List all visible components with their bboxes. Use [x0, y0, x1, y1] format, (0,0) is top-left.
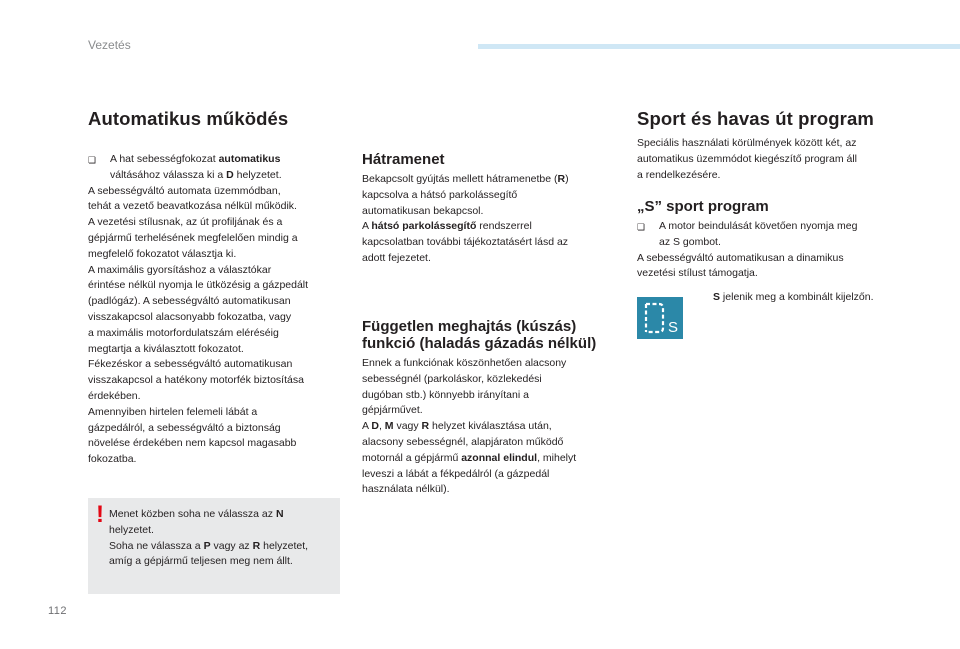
text-line: Bekapcsolt gyújtás mellett hátramenetbe (R)	[362, 173, 569, 185]
creep-title	[362, 318, 596, 352]
text-line: érintése nélkül nyomja le ütközésig a gázpedált	[88, 279, 309, 292]
sport-snow-intro	[637, 136, 907, 183]
text-line: (padlógáz). A sebességváltó automatikusan	[88, 295, 291, 308]
text-line: A sebességváltó automata üzemmódban,	[88, 184, 281, 197]
page-number: 112	[48, 605, 68, 617]
text-line: automatikusan bekapcsol.	[362, 204, 484, 217]
section-header: Vezetés	[88, 38, 131, 52]
sport-program-body	[637, 219, 907, 282]
creep-title-line-2: funkció (haladás gázadás nélkül)	[362, 335, 597, 352]
text-line: gépjármű terhelésének megfelelően mindig a	[88, 231, 298, 244]
creep-title-line-1: Független meghajtás (kúszás)	[362, 318, 577, 335]
text-line: Ennek a funkciónak köszönhetően alacsony	[362, 357, 567, 369]
text-line: sebességnél (parkoláskor, közlekedési	[362, 372, 542, 385]
text-line: kapcsolatban további tájékoztatásért lásd az	[362, 236, 569, 249]
text-line: A hátsó parkolássegítő rendszerrel	[362, 220, 532, 233]
text-line: a rendelkezésére.	[637, 168, 721, 181]
text-line: A vezetési stílusnak, az út profiljának és a	[88, 216, 283, 229]
text-line: tehát a vezető beavatkozása nélkül működik.	[88, 200, 297, 213]
automatic-mode-title: Automatikus működés	[88, 108, 289, 129]
text-line: használata nélkül).	[362, 483, 450, 496]
creep-body	[362, 356, 624, 498]
reverse-title: Hátramenet	[362, 151, 445, 168]
bullet-item	[88, 152, 350, 184]
warning-line-1: Menet közben soha ne válassza az N	[109, 508, 284, 520]
text-line: a maximális motorfordulatszám eléréséig	[88, 326, 279, 339]
text-line: A maximális gyorsításhoz a választókar	[88, 263, 272, 276]
text-line: fokozatba.	[88, 453, 137, 466]
text-line: motornál a gépjármű azonnal elindul, mihelyt	[362, 451, 577, 464]
ds-display-icon	[637, 297, 683, 339]
warning-line-2: helyzetet.	[109, 523, 154, 536]
bullet-line-2: váltásához válassza ki a D helyzetet.	[110, 168, 282, 181]
text-line: gázpedálról, a sebességváltó a biztonság	[88, 421, 281, 434]
sport-program-title: „S” sport program	[637, 198, 769, 215]
checkbox-bullet-icon: ❏	[637, 222, 646, 232]
text-line: visszakapcsol a hatékony motorfék biztosítása	[88, 374, 304, 387]
text-line: adott fejezetet.	[362, 251, 431, 264]
text-line: érdekében.	[88, 389, 141, 402]
text-line: kapcsolva a hátsó parkolássegítő	[362, 188, 518, 201]
bullet-line-1: A hat sebességfokozat automatikus	[110, 153, 281, 165]
text-line: A sebességváltó automatikusan a dinamikus	[637, 251, 844, 264]
text-line: A D, M vagy R helyzet kiválasztása után,	[362, 420, 552, 433]
text-line: automatikus üzemmódot kiegészítő program áll	[637, 152, 858, 165]
text-line: Amennyiben hirtelen felemeli lábát a	[88, 405, 258, 418]
checkbox-bullet-icon: ❏	[88, 155, 97, 165]
svg-text:S: S	[668, 319, 679, 336]
text-line: megfelelő fokozatot választja ki.	[88, 247, 237, 260]
reverse-body	[362, 172, 624, 267]
bullet-item	[637, 219, 907, 251]
exclamation-icon: !	[96, 501, 104, 528]
warning-line-4: amíg a gépjármű teljesen meg nem állt.	[109, 555, 293, 568]
sport-snow-title: Sport és havas út program	[637, 108, 874, 129]
text-line: növelése érdekében nem kapcsol magasabb	[88, 437, 297, 450]
display-note: S jelenik meg a kombinált kijelzőn.	[713, 291, 874, 303]
text-line: leveszi a lábát a fékpedálról (a gázpedál	[362, 467, 550, 480]
warning-text	[109, 507, 337, 570]
text-line: gépjárművet.	[362, 404, 423, 417]
bullet-line-2: az S gombot.	[659, 235, 721, 248]
text-line: Speciális használati körülmények között két, az	[637, 137, 857, 149]
text-line: vezetési stílust támogatja.	[637, 267, 758, 280]
text-line: dugóban stb.) könnyebb irányítani a	[362, 388, 529, 401]
text-line: megtartja a kiválasztott fokozatot.	[88, 342, 244, 355]
text-line: Fékezéskor a sebességváltó automatikusan	[88, 358, 293, 371]
bullet-line-1: A motor beindulását követően nyomja meg	[659, 220, 858, 232]
automatic-mode-body	[88, 152, 350, 468]
warning-line-3: Soha ne válassza a P vagy az R helyzetet,	[109, 539, 309, 552]
text-line: visszakapcsol alacsonyabb fokozatba, vagy	[88, 310, 292, 323]
text-line: alacsony sebességnél, alapjáraton működő	[362, 435, 564, 448]
header-bar	[478, 44, 960, 49]
